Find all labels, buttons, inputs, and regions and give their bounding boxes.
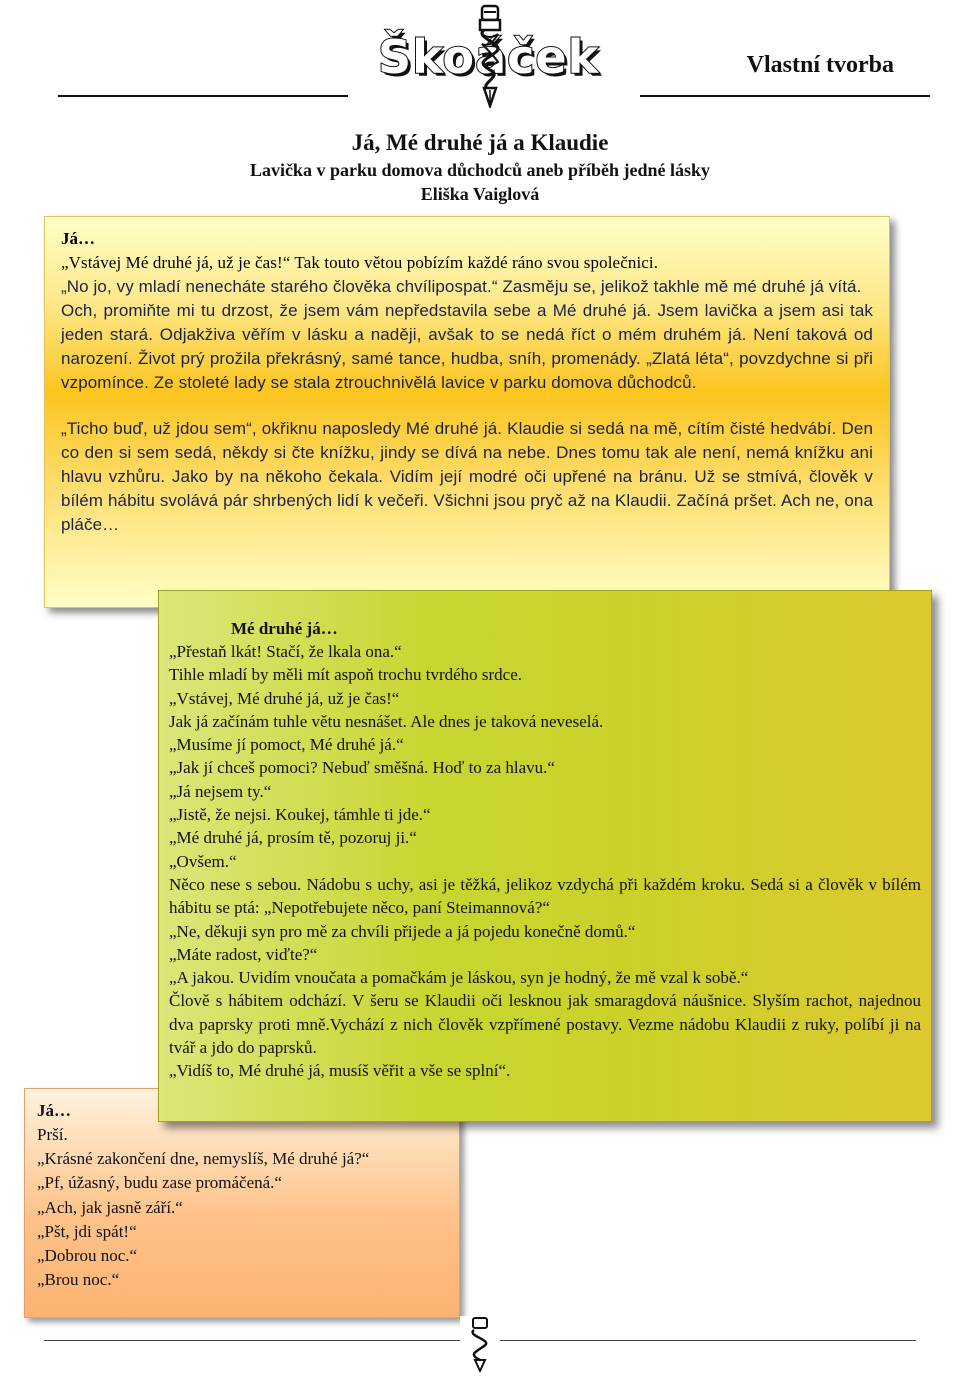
article-author: Eliška Vaiglová — [420, 184, 540, 204]
speaker-label: Já… — [61, 229, 95, 248]
dialogue-line: „Jistě, že nejsi. Koukej, támhle ti jde.“ — [169, 805, 431, 825]
paragraph: Člově s hábitem odchází. V šeru se Klaudii oči lesknou jak smaragdová náušnice. Slyším rachot, najednou dva paprsky proti mně.Vychází z nich člověk vzpřímené postavy. Vezme nádobu Klaudii z ruky, políbí ji na tvář a jdo do paprsků. — [169, 991, 921, 1058]
dialogue-line: Tihle mladí by měli mít aspoň trochu tvrdého srdce. — [169, 665, 523, 685]
dialogue-line: „Jak jí chceš pomoci? Nebuď směšná. Hoď to za hlavu.“ — [169, 758, 555, 778]
dialogue-line: Prší. — [37, 1125, 68, 1144]
header-rule-left — [58, 95, 348, 97]
dialogue-line: Jak já začínám tuhle větu nesnášet. Ale dnes je taková neveselá. — [169, 711, 604, 731]
header-rule-right — [640, 95, 930, 97]
dialogue-line: „Pf, úžasný, budu zase promáčená.“ — [37, 1173, 282, 1193]
dialogue-line: „A jakou. Uvidím vnoučata a pomačkám je láskou, syn je hodný, že mě vzal k sobě.“ — [169, 968, 749, 988]
dialogue-line: „Já nejsem ty.“ — [169, 781, 272, 801]
section-title: Vlastní tvorba — [746, 52, 894, 78]
paragraph: „Vstávej Mé druhé já, už je čas!“ Tak touto větou pobízím každé ráno svou společnici. — [61, 253, 659, 272]
footer-pen-logo — [460, 1316, 500, 1372]
paragraph-gap — [61, 395, 873, 417]
narrator-box-me-druhe-ja — [158, 590, 932, 1122]
article-subtitle: Lavička v parku domova důchodců aneb příběh jedné lásky — [249, 160, 711, 180]
article-heading — [0, 130, 960, 206]
paragraph: „No jo, vy mladí nenecháte starého člověka chvílipospat.“ Zasměju se, jelikož takhle mě mé druhé já vítá. — [61, 277, 862, 296]
dialogue-line: „Ach, jak jasně září.“ — [37, 1197, 183, 1217]
paragraph — [61, 299, 873, 395]
dialogue-line: „Ne, děkuji syn pro mě za chvíli přijede a já pojedu konečně domů.“ — [169, 921, 636, 941]
paragraph: „Ticho buď, už jdou sem“, okřiknu naposledy Mé druhé já. Klaudie si sedá na mě, cítím čisté hedvábí. Den co den si sem sedá, někdy si čte knížku, jindy se dívá na nebe. Dnes tomu tak ale není, nemá knížku ani hlavu vzhůru. Jako by na někoho čekala. Vidím její modré oči upřené na bránu. Už se stmívá, člověk v bílém hábitu svolává pár shrbených lidí k večeři. Všichni jsou pryč až na Klaudii. Začíná pršet. Ach ne, ona pláče… — [61, 419, 873, 534]
dialogue-line: „Máte radost, viďte?“ — [169, 944, 318, 964]
speaker-label: Mé druhé já… — [231, 619, 338, 638]
dialogue-line: „Ovšem.“ — [169, 851, 237, 871]
dialogue-line: „Musíme jí pomoct, Mé druhé já.“ — [169, 735, 404, 755]
narrator-box-ja — [44, 216, 890, 608]
magazine-logo — [378, 4, 628, 104]
dialogue-line: „Vstávej, Mé druhé já, už je čas!“ — [169, 688, 400, 708]
dialogue-line: „Vidíš to, Mé druhé já, musíš věřit a vše se splní“. — [169, 1061, 511, 1081]
narrator-box-ja-ending — [24, 1088, 460, 1318]
dialogue-line: „Brou noc.“ — [37, 1270, 120, 1290]
article-title: Já, Mé druhé já a Klaudie — [351, 130, 609, 155]
pen-nib-icon — [460, 1316, 500, 1372]
dialogue-line: „Dobrou noc.“ — [37, 1246, 138, 1266]
pen-nib-icon — [470, 4, 510, 108]
dialogue-line: „Přestaň lkát! Stačí, že lkala ona.“ — [169, 642, 402, 661]
dialogue-line: „Pšt, jdi spát!“ — [37, 1221, 137, 1241]
paragraph: Něco nese s sebou. Nádobu s uchy, asi je těžká, jelikoz vzdychá při každém kroku. Sedá si a člověk v bílém hábitu se ptá: „Nepotřebujete něco, paní Steimannová?“ — [169, 874, 921, 918]
text-span: Och, promiňte mi tu drzost, že jsem vám nepředstavila sebe a Mé druhé já. — [61, 301, 652, 320]
dialogue-line: „Krásné zakončení dne, nemyslíš, Mé druhé já?“ — [37, 1149, 370, 1169]
text-span: Jsem lavička a jsem asi tak jeden stará. Odjakživa věřím v lásku a naději, avšak to se nedá říct o mém druhém já. Není taková od narození. Život prý prožila překrásný, samé tance, hudba, sníh, promenády. „Zlatá léta“, povzdychne si při vzpomínce. Ze stoleté lady se stala ztrouchnivělá lavice v parku domova důchodců. — [61, 301, 873, 392]
speaker-label: Já… — [37, 1101, 71, 1120]
logo-wordmark: Škoáček — [378, 30, 600, 84]
page-header — [0, 0, 960, 110]
dialogue-line: „Mé druhé já, prosím tě, pozoruj ji.“ — [169, 828, 417, 848]
